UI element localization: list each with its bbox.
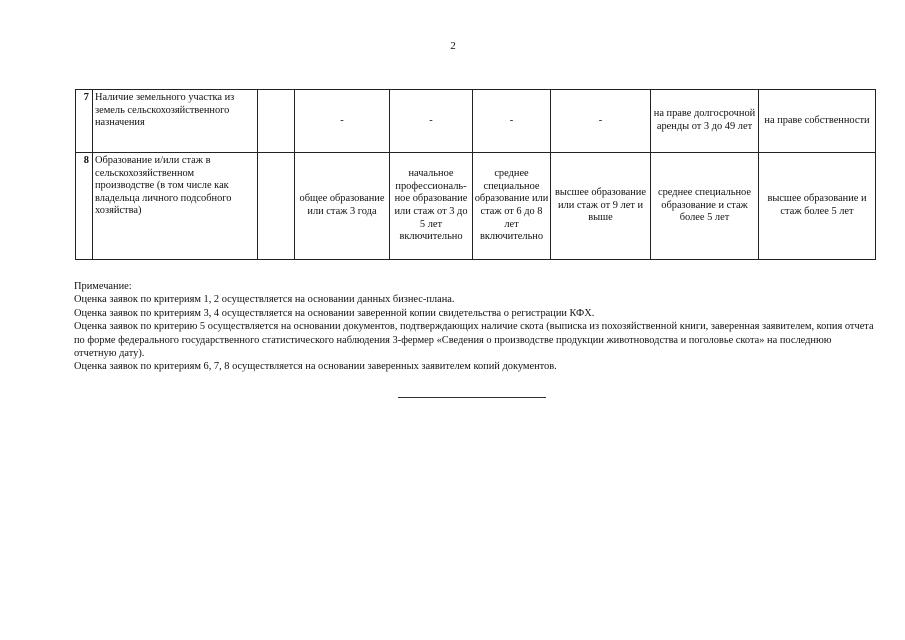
- table-cell: общее образование или стаж 3 года: [295, 153, 390, 260]
- table-cell: [258, 153, 295, 260]
- table-cell: среднее специальное образование и стаж более 5 лет: [651, 153, 759, 260]
- table-cell: высшее образование и стаж более 5 лет: [759, 153, 876, 260]
- table-cell: -: [473, 90, 551, 153]
- table-cell: на праве долгосрочной аренды от 3 до 49 лет: [651, 90, 759, 153]
- criterion-name: Наличие земельного участка из земель сельскохозяйственного назначения: [93, 90, 258, 153]
- table-cell: -: [295, 90, 390, 153]
- table-cell: [258, 90, 295, 153]
- end-divider: [398, 397, 546, 398]
- note-line: Оценка заявок по критериям 6, 7, 8 осуществляется на основании заверенных заявителем копий документов.: [74, 361, 557, 373]
- table-cell: высшее образование или стаж от 9 лет и выше: [551, 153, 651, 260]
- criteria-table: [75, 89, 876, 260]
- row-number: 8: [76, 153, 93, 260]
- notes-section: [74, 280, 874, 374]
- note-line: Оценка заявок по критерию 5 осуществляется на основании документов, подтверждающих наличие скота (выписка из похозяйственной книги, заверенная заявителем, копия отчета по форме федерального государственного статистического наблюдения 3-фермер «Сведения о производстве продукции животноводства и поголовье скота» на последнюю отчетную дату).: [74, 321, 874, 360]
- table-row: [76, 90, 876, 153]
- page-number: 2: [450, 40, 456, 52]
- table-cell: на праве собственности: [759, 90, 876, 153]
- table-row: [76, 153, 876, 260]
- table-cell: -: [551, 90, 651, 153]
- table-cell: среднее специальное образование или стаж от 6 до 8 лет включительно: [473, 153, 551, 260]
- notes-heading: Примечание:: [74, 281, 132, 292]
- row-number: 7: [76, 90, 93, 153]
- note-line: Оценка заявок по критериям 1, 2 осуществляется на основании данных бизнес-плана.: [74, 294, 455, 306]
- table-cell: начальное профессиональ-ное образование или стаж от 3 до 5 лет включительно: [390, 153, 473, 260]
- table-cell: -: [390, 90, 473, 153]
- note-line: Оценка заявок по критериям 3, 4 осуществляется на основании заверенной копии свидетельства о регистрации КФХ.: [74, 307, 595, 319]
- criterion-name: Образование и/или стаж в сельскохозяйственном производстве (в том числе как владельца личного подсобного хозяйства): [93, 153, 258, 260]
